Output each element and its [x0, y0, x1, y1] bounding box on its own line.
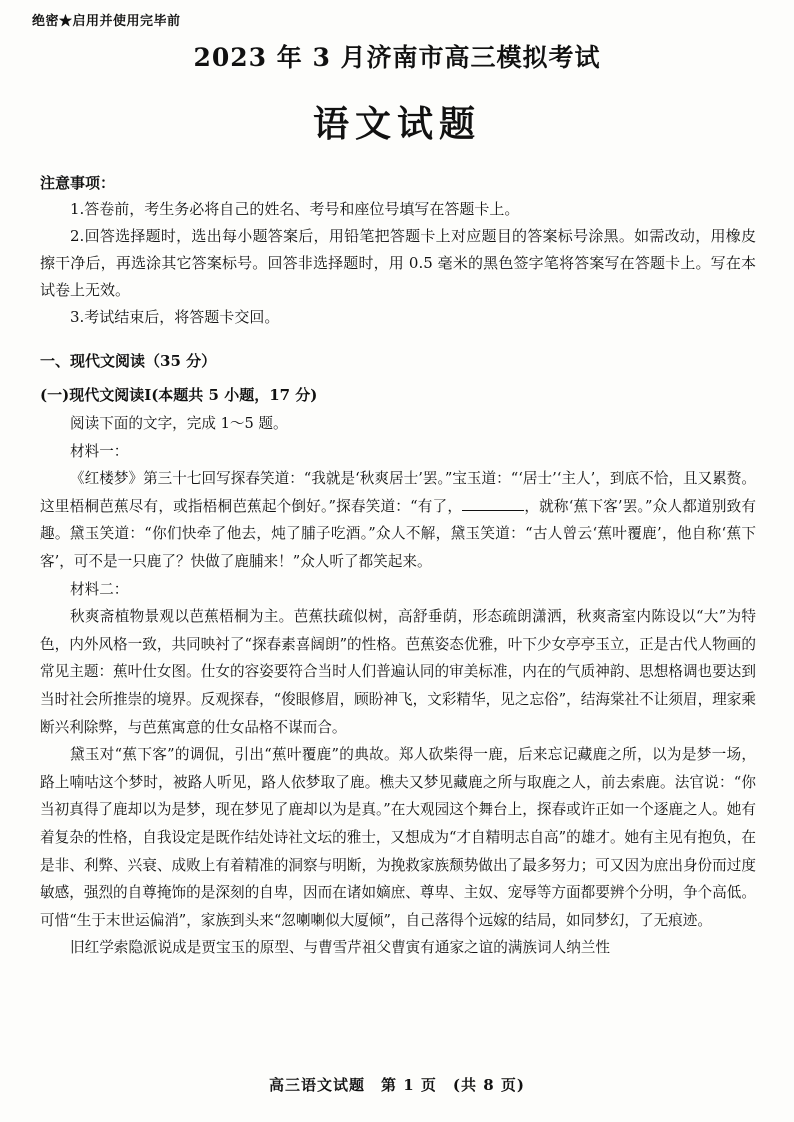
fill-blank[interactable]	[462, 496, 524, 511]
material2-paragraph-1: 秋爽斋植物景观以芭蕉梧桐为主。芭蕉扶疏似树，高舒垂荫，形态疏朗潇洒，秋爽斋室内陈设以“大”为特色，内外风格一致，共同映衬了“探春素喜阔朗”的性格。芭蕉姿态优雅，叶下少女亭亭玉立，正是古代人物画的常见主题：蕉叶仕女图。仕女的容姿要符合当时人们普遍认同的审美标准，内在的气质神韵、思想格调也要达到当时社会所推崇的境界。反观探春，“俊眼修眉，顾盼神飞，文彩精华，见之忘俗”，结海棠社不让须眉，理家乘断兴利除弊，与芭蕉寓意的仕女品格不谋而合。	[40, 608, 756, 736]
notice-item-2: 2.回答选择题时，选出每小题答案后，用铅笔把答题卡上对应题目的答案标号涂黑。如需改动，用橡皮擦干净后，再选涂其它答案标号。回答非选择题时，用 0.5 毫米的黑色签字笔将答案写在答题卡上。写在本试卷上无效。	[40, 227, 756, 299]
notice-item-3: 3.考试结束后，将答题卡交回。	[70, 308, 280, 326]
secret-mark: 绝密★启用并使用完毕前	[32, 14, 181, 29]
section-title: 一、现代文阅读（35 分）	[40, 352, 217, 370]
notice-item-1: 1.答卷前，考生务必将自己的姓名、考号和座位号填写在答题卡上。	[70, 200, 520, 218]
subsection-title: (一)现代文阅读Ⅰ(本题共 5 小题，17 分)	[40, 386, 318, 404]
material2-paragraph-3: 旧红学索隐派说成是贾宝玉的原型、与曹雪芹祖父曹寅有通家之谊的满族词人纳兰性	[70, 939, 610, 957]
material1-text-a: 《红楼梦》第三十七回写探春笑道：“我就是‘秋爽居士’罢。”宝玉道：“‘居士’‘主人’，到底不恰，且又累赘。这里梧桐芭蕉尽有，或指梧桐芭蕉起个倒好。”探春笑道：“有了，	[40, 470, 756, 515]
notice-list	[40, 196, 756, 331]
page-footer: 高三语文试题 第 1 页 (共 8 页)	[269, 1076, 525, 1094]
material2-paragraph-2: 黛玉对“蕉下客”的调侃，引出“蕉叶覆鹿”的典故。郑人砍柴得一鹿，后来忘记藏鹿之所，以为是梦一场，路上喃咕这个梦时，被路人听见，路人依梦取了鹿。樵夫又梦见藏鹿之所与取鹿之人，前去索鹿。法官说：“你当初真得了鹿却以为是梦，现在梦见了鹿却以为是真。”在大观园这个舞台上，探春或许正如一个逐鹿之人。她有着复杂的性格，自我设定是既作结处诗社文坛的雅士，又想成为“才自精明志自高”的雄才。她有主见有抱负，在是非、利弊、兴衰、成败上有着精准的洞察与明断，为挽救家族颓势做出了最多努力；可又因为庶出身份而过度敏感，强烈的自尊掩饰的是深刻的自卑，因而在诸如嫡庶、尊卑、主奴、宠辱等方面都要辨个分明，争个高低。可惜“生于末世运偏消”，家族到头来“忽喇喇似大厦倾”，自己落得个远嫁的结局，如同梦幻，了无痕迹。	[40, 746, 756, 929]
exam-title: 2023 年 3 月济南市高三模拟考试	[193, 43, 601, 72]
material1-text-b: ，就称‘蕉下客’罢。”众人都道别致有趣。黛玉笑道：“你们快牵了他去，炖了脯子吃酒。”众人不解，黛玉笑道：“古人曾云‘蕉叶覆鹿’，他自称‘蕉下客’，可不是一只鹿了？快做了鹿脯来！”众人听了都笑起来。	[40, 497, 756, 570]
subject-title: 语文试题	[312, 103, 481, 145]
material1-label: 材料一：	[70, 442, 129, 460]
material2-label: 材料二：	[70, 580, 129, 598]
reading-instruction: 阅读下面的文字，完成 1～5 题。	[70, 415, 288, 432]
reading-body	[40, 410, 756, 962]
material1-paragraph	[40, 465, 756, 575]
notice-heading: 注意事项：	[40, 174, 116, 192]
